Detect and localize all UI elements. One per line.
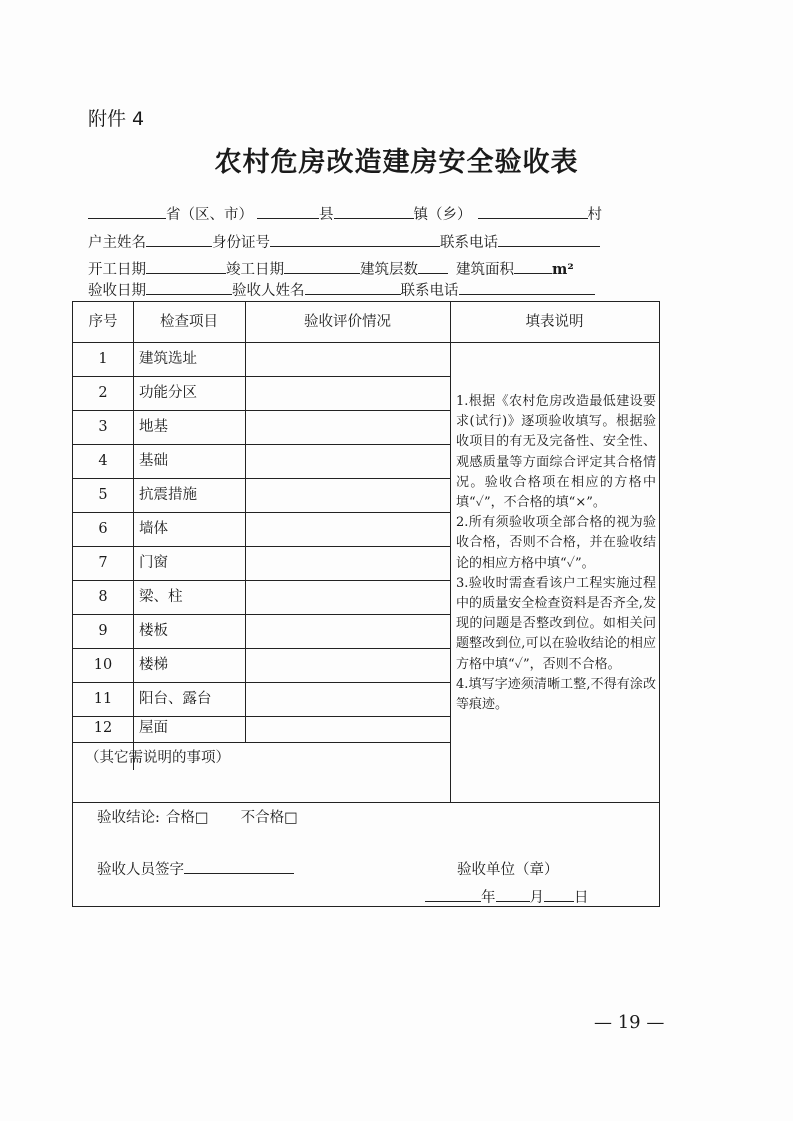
row-10-evaluation-cell[interactable] bbox=[246, 649, 449, 682]
acceptance-date-field[interactable] bbox=[146, 279, 232, 295]
village-label: 村 bbox=[587, 207, 602, 223]
info-line-location bbox=[88, 203, 602, 224]
area-label: 建筑面积 bbox=[456, 262, 514, 278]
header-item: 检查项目 bbox=[160, 314, 218, 330]
county-field[interactable] bbox=[257, 203, 319, 219]
row-7-evaluation-cell[interactable] bbox=[246, 547, 449, 580]
day-field[interactable] bbox=[544, 886, 574, 902]
id-number-field[interactable] bbox=[270, 231, 440, 247]
row-7-no: 7 bbox=[98, 555, 108, 571]
town-label: 镇（乡） bbox=[413, 207, 472, 223]
pass-checkbox[interactable]: 合格□ bbox=[165, 810, 209, 826]
row-9-item: 楼板 bbox=[139, 623, 168, 639]
row-4-no: 4 bbox=[98, 453, 108, 469]
conclusion-row bbox=[97, 806, 330, 827]
row-5-evaluation-cell[interactable] bbox=[246, 479, 449, 512]
row-5-item: 抗震措施 bbox=[139, 487, 197, 503]
year-field[interactable] bbox=[425, 886, 481, 902]
note-4: 4.填写字迹须清晰工整,不得有涂改等痕迹。 bbox=[456, 676, 656, 713]
header-instructions: 填表说明 bbox=[525, 314, 584, 330]
phone2-label: 联系电话 bbox=[400, 283, 459, 299]
conclusion-label: 验收结论: bbox=[97, 810, 160, 826]
completion-date-label: 竣工日期 bbox=[226, 262, 284, 278]
id-number-label: 身份证号 bbox=[212, 235, 270, 251]
row-10-item: 楼梯 bbox=[139, 657, 168, 673]
row-9-no: 9 bbox=[98, 623, 108, 639]
row-3-item: 地基 bbox=[139, 419, 168, 435]
row-8-no: 8 bbox=[98, 589, 108, 605]
floors-field[interactable] bbox=[418, 258, 448, 274]
attachment-label: 附件 4 bbox=[88, 108, 145, 130]
instructions-notes bbox=[456, 392, 656, 715]
row-2-no: 2 bbox=[98, 385, 108, 401]
row-12-no: 12 bbox=[93, 720, 113, 736]
owner-name-field[interactable] bbox=[146, 231, 212, 247]
inspector-name-label: 验收人姓名 bbox=[232, 283, 305, 299]
row-4-evaluation-cell[interactable] bbox=[246, 445, 449, 478]
row-12-item: 屋面 bbox=[139, 720, 168, 736]
row-9-evaluation-cell[interactable] bbox=[246, 615, 449, 648]
acceptance-form-table bbox=[72, 301, 660, 907]
phone-field[interactable] bbox=[498, 231, 600, 247]
row-10-no: 10 bbox=[93, 657, 113, 673]
form-title: 农村危房改造建房安全验收表 bbox=[214, 147, 579, 178]
row-12-evaluation-cell[interactable] bbox=[246, 717, 449, 742]
province-label: 省（区、市） bbox=[166, 207, 253, 223]
month-field[interactable] bbox=[496, 886, 530, 902]
header-evaluation: 验收评价情况 bbox=[304, 314, 391, 330]
signature-field[interactable] bbox=[184, 858, 294, 874]
area-field[interactable] bbox=[514, 258, 552, 274]
signature-label: 验收人员签字 bbox=[97, 862, 184, 878]
page-number: — 19 — bbox=[594, 1012, 665, 1033]
note-2: 2.所有须验收项全部合格的视为验收合格，否则不合格，并在验收结论的相应方格中填“✓”。 bbox=[456, 515, 656, 571]
inspector-name-field[interactable] bbox=[305, 279, 401, 295]
year-label: 年 bbox=[481, 890, 496, 906]
row-5-no: 5 bbox=[98, 487, 108, 503]
other-matters-field[interactable] bbox=[74, 770, 449, 801]
row-1-no: 1 bbox=[98, 351, 108, 367]
start-date-label: 开工日期 bbox=[88, 262, 146, 278]
note-1: 1.根据《农村危房改造最低建设要求(试行)》逐项验收填写。根据验收项目的有无及完备性、安全性、观感质量等方面综合评定其合格情况。验收合格项在相应的方格中填“✓”，不合格的填“×”。 bbox=[456, 394, 656, 511]
row-1-evaluation-cell[interactable] bbox=[246, 343, 449, 376]
floors-label: 建筑层数 bbox=[360, 262, 418, 278]
info-line-acceptance bbox=[88, 279, 595, 300]
acceptance-date-label: 验收日期 bbox=[88, 283, 146, 299]
month-label: 月 bbox=[529, 890, 544, 906]
phone2-field[interactable] bbox=[459, 279, 595, 295]
town-field[interactable] bbox=[334, 203, 414, 219]
owner-name-label: 户主姓名 bbox=[88, 235, 146, 251]
area-unit: m² bbox=[552, 261, 574, 278]
row-8-item: 梁、柱 bbox=[139, 589, 183, 605]
row-3-evaluation-cell[interactable] bbox=[246, 411, 449, 444]
village-field[interactable] bbox=[478, 203, 588, 219]
row-8-evaluation-cell[interactable] bbox=[246, 581, 449, 614]
fail-checkbox[interactable]: 不合格□ bbox=[240, 810, 298, 826]
row-6-item: 墙体 bbox=[139, 521, 168, 537]
row-6-no: 6 bbox=[98, 521, 108, 537]
row-4-item: 基础 bbox=[139, 453, 168, 469]
date-row bbox=[425, 886, 589, 907]
county-label: 县 bbox=[319, 207, 334, 223]
note-3: 3.验收时需查看该户工程实施过程中的质量安全检查资料是否齐全,发现的问题是否整改到位。如相关问题整改到位,可以在验收结论的相应方格中填“✓”，否则不合格。 bbox=[456, 575, 656, 672]
start-date-field[interactable] bbox=[146, 258, 226, 274]
row-11-evaluation-cell[interactable] bbox=[246, 683, 449, 716]
row-2-item: 功能分区 bbox=[139, 385, 197, 401]
unit-label: 验收单位（章） bbox=[457, 862, 559, 878]
header-serial: 序号 bbox=[88, 314, 118, 330]
row-1-item: 建筑选址 bbox=[139, 351, 197, 367]
row-11-no: 11 bbox=[93, 691, 113, 707]
signature-row bbox=[97, 858, 294, 879]
other-matters-label: （其它需说明的事项） bbox=[85, 750, 230, 766]
info-line-dates bbox=[88, 258, 574, 279]
row-6-evaluation-cell[interactable] bbox=[246, 513, 449, 546]
province-field[interactable] bbox=[88, 203, 166, 219]
row-3-no: 3 bbox=[98, 419, 108, 435]
info-line-owner bbox=[88, 231, 600, 252]
row-2-evaluation-cell[interactable] bbox=[246, 377, 449, 410]
row-11-item: 阳台、露台 bbox=[139, 691, 212, 707]
completion-date-field[interactable] bbox=[284, 258, 360, 274]
phone-label: 联系电话 bbox=[440, 235, 498, 251]
row-7-item: 门窗 bbox=[139, 555, 168, 571]
day-label: 日 bbox=[574, 890, 589, 906]
